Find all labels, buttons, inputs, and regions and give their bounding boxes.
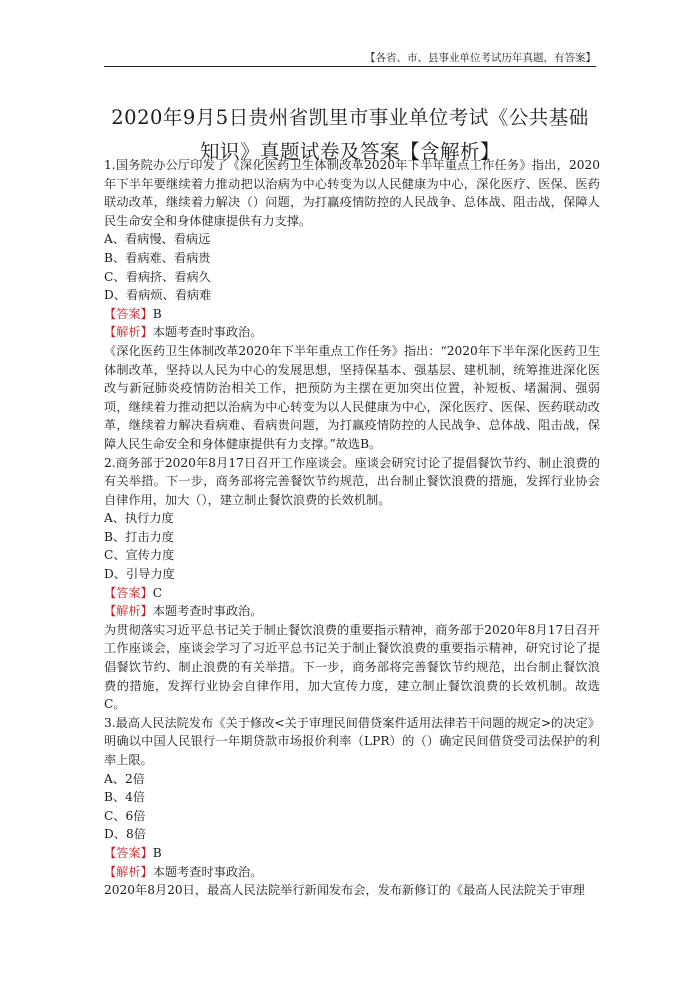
question-stem: 1.国务院办公厅印发了《深化医药卫生体制改革2020年下半年重点工作任务》指出，2020年下半年要继续着力推动把以治病为中心转变为以人民健康为中心，深化医疗、医保、医药联动改革，继续着力解决（）问题，为打赢疫情防控的人民战争、总体战、阻击战，保障人民生命安全和身体健康提供有力支撑。 bbox=[104, 158, 600, 228]
analysis-intro: 本题考查时事政治。 bbox=[152, 325, 263, 340]
analysis-intro: 本题考查时事政治。 bbox=[152, 864, 263, 879]
analysis-intro: 本题考查时事政治。 bbox=[152, 604, 263, 619]
analysis-line bbox=[104, 863, 600, 882]
page-title: 2020年9月5日贵州省凯里市事业单位考试《公共基础知识》真题试卷及答案【含解析】 bbox=[111, 106, 589, 164]
option-c: C、宣传力度 bbox=[104, 548, 175, 563]
question-stem: 2.商务部于2020年8月17日召开工作座谈会。座谈会研究讨论了提倡餐饮节约、制止浪费的有关举措。下一步，商务部将完善餐饮节约规范，出台制止餐饮浪费的措施，发挥行业协会自律作用，加大（），建立制止餐饮浪费的长效机制。 bbox=[104, 455, 600, 507]
answer-tag: 【答案】 bbox=[104, 306, 153, 321]
option-a: A、看病慢、看病远 bbox=[104, 232, 211, 247]
analysis-line bbox=[104, 323, 600, 342]
analysis-line bbox=[104, 602, 600, 621]
answer-value: C bbox=[152, 585, 163, 600]
option-d: D、看病烦、看病难 bbox=[104, 288, 212, 303]
header-rule bbox=[104, 66, 596, 67]
analysis-body: 2020年8月20日，最高人民法院举行新闻发布会，发布新修订的《最高人民法院关于审理 bbox=[104, 883, 585, 898]
analysis-tag: 【解析】 bbox=[104, 325, 153, 340]
option-a: A、2倍 bbox=[104, 771, 145, 786]
option-b: B、4倍 bbox=[104, 790, 146, 805]
answer-line bbox=[104, 844, 600, 863]
option-c: C、看病挤、看病久 bbox=[104, 269, 211, 284]
answer-value: B bbox=[152, 845, 162, 860]
question-stem: 3.最高人民法院发布《关于修改<关于审理民间借贷案件适用法律若干问题的规定>的决定》明确以中国人民银行一年期贷款市场报价利率（LPR）的（）确定民间借贷受司法保护的利率上限。 bbox=[104, 715, 600, 767]
answer-line bbox=[104, 305, 600, 324]
analysis-tag: 【解析】 bbox=[104, 864, 153, 879]
document-body bbox=[104, 156, 600, 900]
analysis-body: 为贯彻落实习近平总书记关于制止餐饮浪费的重要指示精神，商务部于2020年8月17日召开工作座谈会，座谈会学习了习近平总书记关于制止餐饮浪费的重要指示精神，研究讨论了提倡餐饮节约、制止浪费的有关举措。下一步，商务部将完善餐饮节约规范，出台制止餐饮浪费的措施，发挥行业协会自律作用，加大宣传力度，建立制止餐饮浪费的长效机制。故选C。 bbox=[104, 622, 600, 712]
answer-tag: 【答案】 bbox=[104, 845, 153, 860]
option-d: D、8倍 bbox=[104, 827, 146, 842]
header-note: 【各省、市、县事业单位考试历年真题，有答案】 bbox=[365, 52, 596, 64]
option-a: A、执行力度 bbox=[104, 511, 174, 526]
answer-line bbox=[104, 584, 600, 603]
answer-tag: 【答案】 bbox=[104, 585, 153, 600]
option-c: C、6倍 bbox=[104, 808, 146, 823]
answer-value: B bbox=[152, 306, 162, 321]
question-1 bbox=[104, 156, 600, 454]
analysis-body: 《深化医药卫生体制改革2020年下半年重点工作任务》指出：“2020年下半年深化医药卫生体制改革，坚持以人民为中心的发展思想，坚持保基本、强基层、建机制，统筹推进深化医改与新冠肺炎疫情防治相关工作，把预防为主摆在更加突出位置，补短板、堵漏洞、强弱项，继续着力推动把以治病为中心转变为以人民健康为中心，深化医疗、医保、医药联动改革，继续着力解决看病难、看病贵问题，为打赢疫情防控的人民战争、总体战、阻击战，保障人民生命安全和身体健康提供有力支撑。”故选B。 bbox=[104, 343, 600, 451]
question-2 bbox=[104, 454, 600, 714]
option-b: B、打击力度 bbox=[104, 529, 174, 544]
option-d: D、引导力度 bbox=[104, 567, 175, 582]
analysis-tag: 【解析】 bbox=[104, 604, 153, 619]
option-b: B、看病难、看病贵 bbox=[104, 250, 211, 265]
question-3 bbox=[104, 714, 600, 900]
